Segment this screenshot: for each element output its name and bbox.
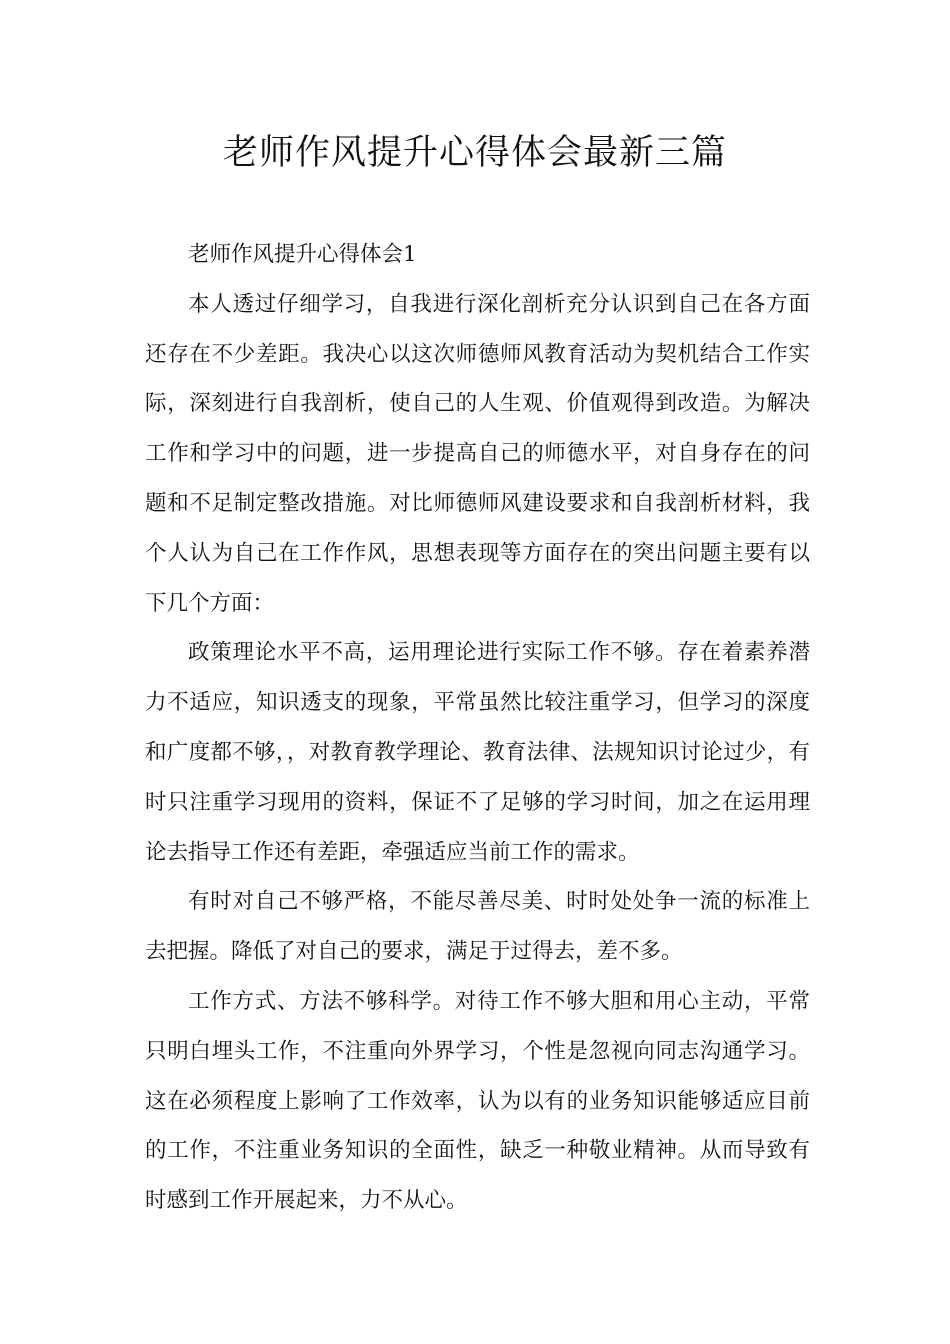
- document-body: [145, 230, 810, 1226]
- document-title: 老师作风提升心得体会最新三篇: [222, 133, 727, 173]
- section-heading: 老师作风提升心得体会1: [188, 242, 417, 267]
- paragraph: 本人透过仔细学习，自我进行深化剖析充分认识到自己在各方面还存在不少差距。我决心以这次师德师风教育活动为契机结合工作实际，深刻进行自我剖析，使自己的人生观、价值观得到改造。为解决工作和学习中的问题，进一步提高自己的师德水平，对自身存在的问题和不足制定整改措施。对比师德师风建设要求和自我剖析材料，我个人认为自己在工作作风，思想表现等方面存在的突出问题主要有以下几个方面：: [145, 291, 810, 616]
- paragraph: 工作方式、方法不够科学。对待工作不够大胆和用心主动，平常只明白埋头工作，不注重向外界学习，个性是忽视向同志沟通学习。这在必须程度上影响了工作效率，认为以有的业务知识能够适应目前的工作，不注重业务知识的全面性，缺乏一种敬业精神。从而导致有时感到工作开展起来，力不从心。: [145, 988, 810, 1214]
- paragraph: 有时对自己不够严格，不能尽善尽美、时时处处争一流的标准上去把握。降低了对自己的要求，满足于过得去，差不多。: [145, 889, 810, 965]
- paragraph: 政策理论水平不高，运用理论进行实际工作不够。存在着素养潜力不适应，知识透支的现象，平常虽然比较注重学习，但学习的深度和广度都不够，，对教育教学理论、教育法律、法规知识讨论过少，有时只注重学习现用的资料，保证不了足够的学习时间，加之在运用理论去指导工作还有差距，牵强适应当前工作的需求。: [145, 640, 810, 865]
